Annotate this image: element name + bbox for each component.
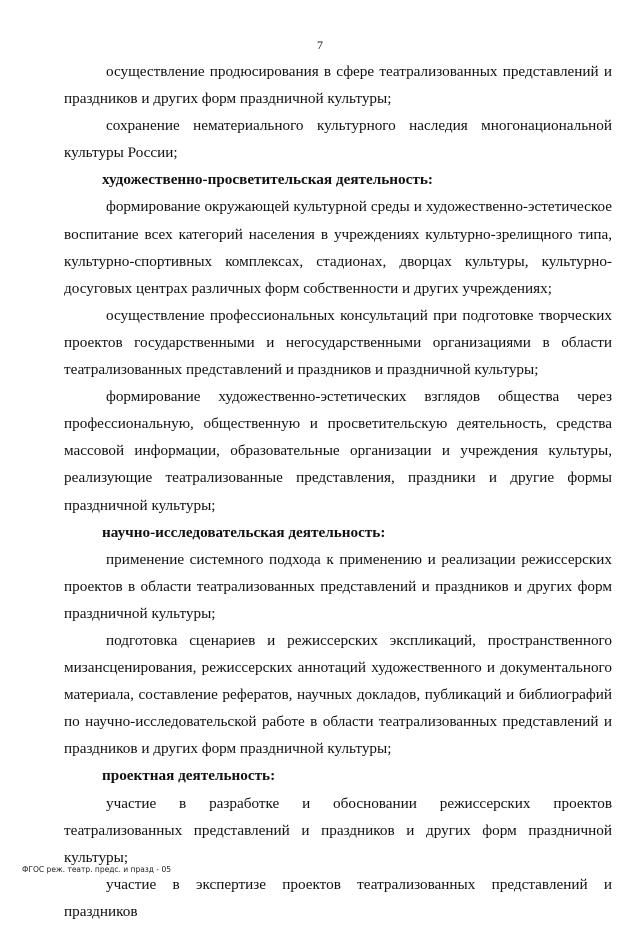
section-heading: научно-исследовательская деятельность: xyxy=(102,523,386,541)
paragraph: осуществление профессиональных консультаций при подготовке творческих проектов государственными и негосударственными организациями в области театрализованных представлений и праздников и праздничной культуры; xyxy=(64,306,612,379)
document-body xyxy=(64,58,612,925)
paragraph: формирование художественно-эстетических взглядов общества через профессиональную, общественную и просветительскую деятельность, средства массовой информации, образовательные организации и учреждения культуры, реализующие театрализованные представления, праздники и другие формы праздничной культуры; xyxy=(64,388,612,514)
paragraph: подготовка сценариев и режиссерских экспликаций, пространственного мизансценирования, режиссерских аннотаций художественного и документального материала, составление рефератов, научных докладов, публикаций и библиографий по научно-исследовательской работе в области театрализованных представлений и праздников и других форм праздничной культуры; xyxy=(64,631,612,758)
section-heading: проектная деятельность: xyxy=(102,767,276,785)
paragraph: участие в разработке и обосновании режиссерских проектов театрализованных представлений и праздников и других форм праздничной культуры; xyxy=(64,794,612,866)
page-footer: ФГОС реж. театр. предс. и празд - 05 xyxy=(22,865,171,874)
section-heading: художественно-просветительская деятельность: xyxy=(102,171,433,189)
page-number: 7 xyxy=(317,38,323,52)
paragraph: применение системного подхода к применению и реализации режиссерских проектов в области театрализованных представлений и праздников и других форм праздничной культуры; xyxy=(64,550,612,622)
paragraph: осуществление продюсирования в сфере театрализованных представлений и праздников и других форм праздничной культуры; xyxy=(64,63,612,108)
paragraph: формирование окружающей культурной среды и художественно-эстетическое воспитание всех категорий населения в учреждениях культурно-зрелищного типа, культурно-спортивных комплексах, стадионах, дворцах культуры, культурно-досуговых центрах различных форм собственности и других учреждениях; xyxy=(64,198,612,297)
paragraph: сохранение нематериального культурного наследия многонациональной культуры России; xyxy=(64,117,612,162)
paragraph: участие в экспертизе проектов театрализованных представлений и праздников xyxy=(64,875,612,920)
